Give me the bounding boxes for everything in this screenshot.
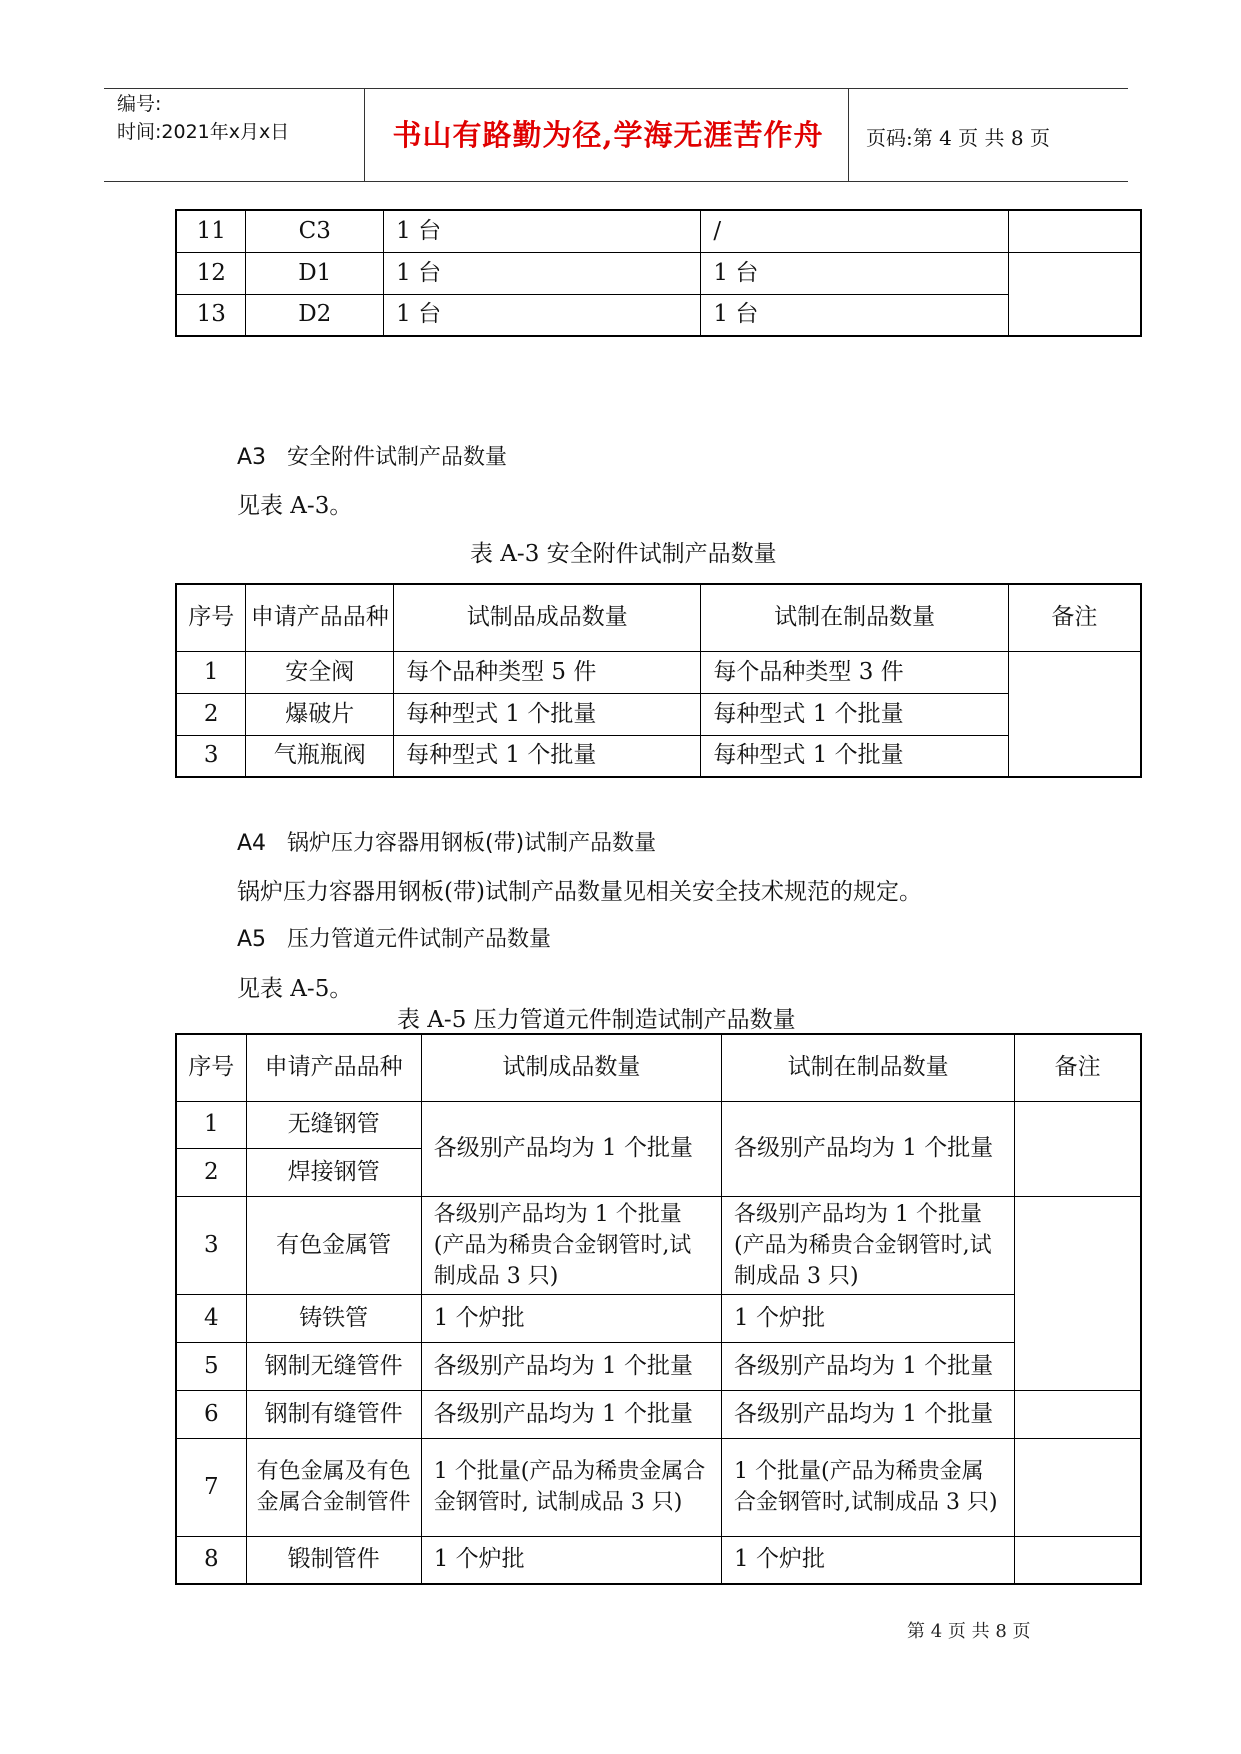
document-time-label: 时间:2021年x月x日: [117, 121, 290, 143]
table-row: [176, 210, 1141, 252]
table-a3: [175, 583, 1142, 778]
cell-in-process: 1 个炉批: [722, 1536, 1015, 1584]
document-number-label: 编号:: [117, 93, 162, 115]
cell-in-process: 各级别产品均为 1 个批量(产品为稀贵合金钢管时,试制成品 3 只): [722, 1196, 1015, 1294]
cell-no: 2: [176, 1148, 246, 1196]
table-row: [176, 735, 1141, 777]
section-a4-text: 锅炉压力容器用钢板(带)试制产品数量见相关安全技术规范的规定。: [237, 879, 922, 905]
section-title: 锅炉压力容器用钢板(带)试制产品数量: [287, 831, 657, 856]
cell-in-process: 每种型式 1 个批量: [701, 735, 1008, 777]
table-row: [176, 1101, 1141, 1148]
section-number: A5: [237, 927, 267, 952]
section-a4-heading: [237, 826, 656, 857]
table-row: [176, 1196, 1141, 1294]
section-title: 压力管道元件试制产品数量: [287, 927, 552, 952]
header-cell-finished: 试制品成品数量: [394, 584, 701, 651]
header-cell-in-process: 试制在制品数量: [722, 1034, 1015, 1101]
cell-type: D1: [246, 252, 384, 294]
table-a5: [175, 1033, 1142, 1585]
cell-note: [1015, 1438, 1141, 1536]
cell-type: 气瓶瓶阀: [246, 735, 394, 777]
cell-in-process: 每个品种类型 3 件: [701, 651, 1008, 693]
cell-in-process: /: [701, 210, 1008, 252]
section-a3-heading: [237, 440, 507, 471]
cell-type: D2: [246, 294, 384, 336]
header-divider-left: [364, 88, 365, 182]
header-divider-right: [848, 88, 849, 182]
table-row: [176, 1294, 1141, 1342]
cell-type: 爆破片: [246, 693, 394, 735]
cell-in-process: 每种型式 1 个批量: [701, 693, 1008, 735]
header-bottom-line: [104, 181, 1128, 182]
cell-no: 8: [176, 1536, 246, 1584]
table-row: [176, 294, 1141, 336]
cell-no: 1: [176, 651, 246, 693]
cell-type: 钢制有缝管件: [246, 1390, 421, 1438]
section-a5-heading: [237, 922, 551, 953]
cell-note: [1008, 210, 1141, 252]
table-row: [176, 1342, 1141, 1390]
cell-no: 7: [176, 1438, 246, 1536]
cell-finished: 1 个批量(产品为稀贵金属合金钢管时, 试制成品 3 只): [421, 1438, 721, 1536]
section-title: 安全附件试制产品数量: [287, 445, 508, 470]
table-row: [176, 1536, 1141, 1584]
cell-no: 3: [176, 735, 246, 777]
cell-in-process: 各级别产品均为 1 个批量: [722, 1390, 1015, 1438]
cell-finished: 各级别产品均为 1 个批量: [421, 1342, 721, 1390]
section-a5-text: 见表 A-5。: [237, 976, 353, 1002]
cell-no: 1: [176, 1101, 246, 1148]
cell-finished: 1 个炉批: [421, 1294, 721, 1342]
footer-page-number: 第 4 页 共 8 页: [907, 1621, 1031, 1642]
header-cell-note: 备注: [1008, 584, 1141, 651]
header-cell-finished: 试制成品数量: [421, 1034, 721, 1101]
header-cell-note: 备注: [1015, 1034, 1141, 1101]
cell-type: C3: [246, 210, 384, 252]
section-a3-text: 见表 A-3。: [237, 493, 353, 519]
cell-in-process: 各级别产品均为 1 个批量: [722, 1342, 1015, 1390]
table-header-row: [176, 584, 1141, 651]
cell-finished: 每种型式 1 个批量: [394, 693, 701, 735]
cell-no: 12: [176, 252, 246, 294]
cell-finished: 1 台: [384, 294, 701, 336]
header-top-line: [104, 88, 1128, 89]
cell-type: 安全阀: [246, 651, 394, 693]
cell-in-process: 各级别产品均为 1 个批量: [722, 1101, 1015, 1196]
header-cell-no: 序号: [176, 584, 246, 651]
table-row: [176, 1390, 1141, 1438]
section-number: A4: [237, 831, 267, 856]
table-a2-continued: [175, 209, 1142, 337]
table-row: [176, 651, 1141, 693]
table-row: [176, 1438, 1141, 1536]
cell-no: 4: [176, 1294, 246, 1342]
cell-type: 钢制无缝管件: [246, 1342, 421, 1390]
header-page-label: 页码:第 4 页 共 8 页: [866, 126, 1050, 150]
cell-finished: 1 台: [384, 210, 701, 252]
cell-note: [1015, 1390, 1141, 1438]
table-a5-caption: 表 A-5 压力管道元件制造试制产品数量: [397, 1007, 796, 1033]
cell-type: 有色金属及有色金属合金制管件: [246, 1438, 421, 1536]
cell-finished: 1 个炉批: [421, 1536, 721, 1584]
cell-in-process: 1 台: [701, 252, 1008, 294]
header-meta: [117, 90, 289, 146]
cell-note: [1008, 651, 1141, 777]
cell-type: 锻制管件: [246, 1536, 421, 1584]
cell-type: 有色金属管: [246, 1196, 421, 1294]
section-number: A3: [237, 445, 267, 470]
table-row: [176, 252, 1141, 294]
cell-no: 2: [176, 693, 246, 735]
cell-no: 13: [176, 294, 246, 336]
table-row: [176, 693, 1141, 735]
cell-finished: 各级别产品均为 1 个批量: [421, 1390, 721, 1438]
cell-no: 5: [176, 1342, 246, 1390]
cell-in-process: 1 个炉批: [722, 1294, 1015, 1342]
cell-no: 3: [176, 1196, 246, 1294]
header-cell-type: 申请产品品种: [246, 584, 394, 651]
cell-finished: 各级别产品均为 1 个批量: [421, 1101, 721, 1196]
cell-no: 6: [176, 1390, 246, 1438]
cell-in-process: 1 个批量(产品为稀贵金属合金钢管时,试制成品 3 只): [722, 1438, 1015, 1536]
header-motto: 书山有路勤为径,学海无涯苦作舟: [392, 118, 824, 152]
header-cell-in-process: 试制在制品数量: [701, 584, 1008, 651]
cell-note: [1015, 1196, 1141, 1390]
cell-finished: 1 台: [384, 252, 701, 294]
cell-type: 铸铁管: [246, 1294, 421, 1342]
cell-finished: 每个品种类型 5 件: [394, 651, 701, 693]
cell-note: [1015, 1101, 1141, 1196]
cell-type: 焊接钢管: [246, 1148, 421, 1196]
cell-finished: 各级别产品均为 1 个批量(产品为稀贵合金钢管时,试制成品 3 只): [421, 1196, 721, 1294]
cell-note: [1008, 252, 1141, 336]
cell-finished: 每种型式 1 个批量: [394, 735, 701, 777]
cell-no: 11: [176, 210, 246, 252]
cell-note: [1015, 1536, 1141, 1584]
header-cell-no: 序号: [176, 1034, 246, 1101]
header-cell-type: 申请产品品种: [246, 1034, 421, 1101]
table-a3-caption: 表 A-3 安全附件试制产品数量: [470, 541, 777, 567]
cell-in-process: 1 台: [701, 294, 1008, 336]
cell-type: 无缝钢管: [246, 1101, 421, 1148]
table-header-row: [176, 1034, 1141, 1101]
